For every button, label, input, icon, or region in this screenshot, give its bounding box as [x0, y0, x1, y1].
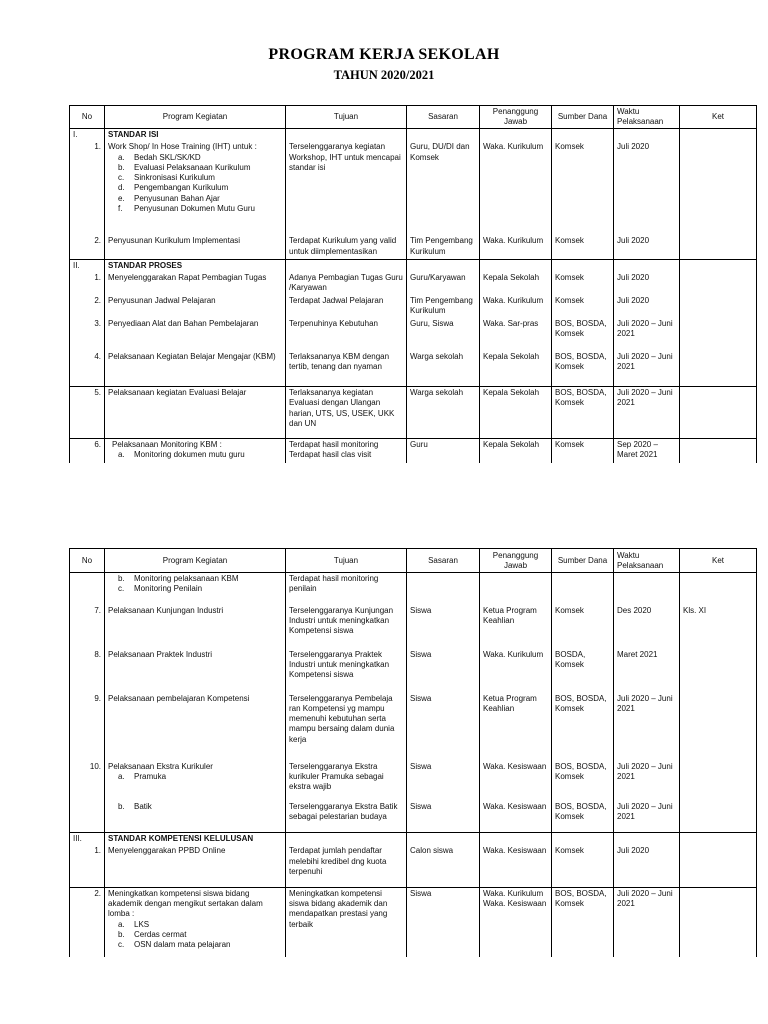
- row-number: 2.: [70, 887, 105, 957]
- row-number: 1.: [70, 272, 105, 295]
- page-title: PROGRAM KERJA SEKOLAH: [268, 46, 500, 63]
- sumber-cell: Komsek: [552, 235, 614, 259]
- sumber-cell: Komsek: [552, 272, 614, 295]
- ket-cell: [680, 761, 757, 801]
- sasaran-cell: Tim Pengembang Kurikulum: [407, 235, 480, 259]
- list-item: a. LKS: [118, 919, 150, 929]
- waktu-cell: Juli 2020 – Juni 2021: [614, 693, 680, 761]
- sumber-cell: BOSDA, Komsek: [552, 649, 614, 693]
- program-cell: Penyusunan Jadwal Pelajaran: [105, 295, 286, 318]
- waktu-cell: Juli 2020 – Juni 2021: [614, 887, 680, 957]
- table-row: [70, 351, 757, 387]
- sumber-cell: BOS, BOSDA, Komsek: [552, 761, 614, 801]
- row-number: 1.: [70, 845, 105, 887]
- program-cell: Menyelenggarakan PPBD Online: [105, 845, 286, 887]
- section-row: [70, 259, 757, 272]
- program-text: Pelaksanaan Monitoring KBM :: [112, 440, 222, 450]
- program-text: Meningkatkan kompetensi siswa bidang akademik dengan mengikut sertakan dalam lomba :: [108, 888, 263, 919]
- tujuan-cell: Terselenggaranya Ekstra kurikuler Pramuka sebagai ekstra wajib: [286, 761, 407, 801]
- section-label: STANDAR KOMPETENSI KELULUSAN: [105, 833, 286, 846]
- pj-cell: Waka. Kurikulum Waka. Kesiswaan: [480, 887, 552, 957]
- sumber-cell: Komsek: [552, 439, 614, 463]
- sumber-cell: BOS, BOSDA, Komsek: [552, 887, 614, 957]
- tujuan-cell: Terselenggaranya kegiatan Workshop, IHT untuk mencapai standar isi: [286, 141, 407, 235]
- tujuan-cell: Terlaksananya KBM dengan tertib, tenang dan nyaman: [286, 351, 407, 387]
- ket-cell: [680, 295, 757, 318]
- sasaran-cell: Siswa: [407, 761, 480, 801]
- tujuan-cell: Terdapat Jadwal Pelajaran: [286, 295, 407, 318]
- pj-cell: Ketua Program Keahlian: [480, 605, 552, 649]
- list-item: d. Pengembangan Kurikulum: [118, 183, 229, 193]
- header-sumber-dana: Sumber Dana: [552, 549, 614, 573]
- ket-cell: [680, 887, 757, 957]
- header-waktu: Waktu Pelaksanaan: [614, 549, 680, 573]
- tujuan-cell: Terselenggaranya Pembelaja ran Kompetensi yg mampu memenuhi kebutuhan serta mampu bersaing dalam dunia kerja: [286, 693, 407, 761]
- section-label: STANDAR PROSES: [105, 259, 286, 272]
- sasaran-cell: Warga sekolah: [407, 351, 480, 387]
- table-row: [70, 573, 757, 605]
- page-subtitle: TAHUN 2020/2021: [333, 68, 435, 82]
- tujuan-cell: Terpenuhinya Kebutuhan: [286, 318, 407, 351]
- row-number: 3.: [70, 318, 105, 351]
- list-item: c. OSN dalam mata pelajaran: [118, 940, 231, 950]
- table-header-row: [70, 549, 757, 573]
- header-penanggung-jawab: Penanggung Jawab: [480, 106, 552, 129]
- ket-cell: [680, 801, 757, 833]
- ket-cell: [680, 272, 757, 295]
- waktu-cell: Juli 2020: [614, 272, 680, 295]
- pj-cell: Kepala Sekolah: [480, 272, 552, 295]
- pj-cell: Ketua Program Keahlian: [480, 693, 552, 761]
- program-cell: [105, 141, 286, 235]
- table-row: [70, 801, 757, 833]
- waktu-cell: Juli 2020: [614, 295, 680, 318]
- row-number: 1.: [70, 141, 105, 235]
- header-program: Program Kegiatan: [105, 106, 286, 129]
- program-text: Pelaksanaan Ekstra Kurikuler: [108, 761, 213, 771]
- header-tujuan: Tujuan: [286, 549, 407, 573]
- tujuan-cell: Terlaksananya kegiatan Evaluasi dengan Ulangan harian, UTS, US, USEK, UKK dan UN: [286, 387, 407, 439]
- sasaran-cell: Tim Pengembang Kurikulum: [407, 295, 480, 318]
- table-row: [70, 318, 757, 351]
- sumber-cell: Komsek: [552, 605, 614, 649]
- ket-cell: Kls. XI: [680, 605, 757, 649]
- waktu-cell: Juli 2020 – Juni 2021: [614, 351, 680, 387]
- list-item: b. Monitoring pelaksanaan KBM: [118, 574, 239, 583]
- program-table-1: [69, 105, 757, 463]
- table-row: [70, 295, 757, 318]
- sumber-cell: BOS, BOSDA, Komsek: [552, 801, 614, 833]
- section-row: [70, 833, 757, 846]
- sasaran-cell: Siswa: [407, 887, 480, 957]
- ket-cell: [680, 235, 757, 259]
- table-row: [70, 887, 757, 957]
- program-cell: Penyediaan Alat dan Bahan Pembelajaran: [105, 318, 286, 351]
- row-number: 7.: [70, 605, 105, 649]
- tujuan-cell: Terdapat Kurikulum yang valid untuk diimplementasikan: [286, 235, 407, 259]
- table-row: [70, 761, 757, 801]
- header-penanggung-jawab: Penanggung Jawab: [480, 549, 552, 573]
- header-tujuan: Tujuan: [286, 106, 407, 129]
- sub-list: [108, 802, 282, 812]
- program-cell: Penyusunan Kurikulum Implementasi: [105, 235, 286, 259]
- list-item: a. Bedah SKL/SK/KD: [118, 152, 201, 162]
- row-number: 9.: [70, 693, 105, 761]
- row-number: 10.: [70, 761, 105, 801]
- tujuan-cell: Terdapat hasil monitoring penilain: [286, 573, 407, 605]
- waktu-cell: Juli 2020 – Juni 2021: [614, 318, 680, 351]
- list-item: a. Pramuka: [118, 771, 167, 781]
- sasaran-cell: Guru/Karyawan: [407, 272, 480, 295]
- header-waktu: Waktu Pelaksanaan: [614, 106, 680, 129]
- sumber-cell: Komsek: [552, 295, 614, 318]
- row-number: 6.: [70, 439, 105, 463]
- section-number: I.: [70, 129, 105, 142]
- ket-cell: [680, 439, 757, 463]
- section-label: STANDAR ISI: [105, 129, 286, 142]
- list-item: e. Penyusunan Bahan Ajar: [118, 193, 220, 203]
- header-ket: Ket: [680, 106, 757, 129]
- program-cell: [105, 439, 286, 463]
- program-cell: Pelaksanaan kegiatan Evaluasi Belajar: [105, 387, 286, 439]
- pj-cell: Waka. Kurikulum: [480, 295, 552, 318]
- sumber-cell: BOS, BOSDA, Komsek: [552, 351, 614, 387]
- header-sumber-dana: Sumber Dana: [552, 106, 614, 129]
- header-ket: Ket: [680, 549, 757, 573]
- table-row: [70, 693, 757, 761]
- program-table-2: [69, 548, 757, 957]
- sasaran-cell: Siswa: [407, 801, 480, 833]
- program-cell: [105, 573, 286, 605]
- ket-cell: [680, 387, 757, 439]
- list-item: a. Monitoring dokumen mutu guru: [118, 450, 245, 460]
- header-program: Program Kegiatan: [105, 549, 286, 573]
- sasaran-cell: Siswa: [407, 605, 480, 649]
- list-item: f. Penyusunan Dokumen Mutu Guru: [118, 204, 255, 214]
- ket-cell: [680, 649, 757, 693]
- table-row: [70, 272, 757, 295]
- header-no: No: [70, 106, 105, 129]
- pj-cell: Waka. Sar-pras: [480, 318, 552, 351]
- program-cell: Pelaksanaan pembelajaran Kompetensi: [105, 693, 286, 761]
- sumber-cell: BOS, BOSDA, Komsek: [552, 693, 614, 761]
- list-item: c. Monitoring Penilain: [118, 584, 203, 594]
- ket-cell: [680, 141, 757, 235]
- pj-cell: Kepala Sekolah: [480, 351, 552, 387]
- program-cell: Menyelenggarakan Rapat Pembagian Tugas: [105, 272, 286, 295]
- tujuan-cell: Terdapat jumlah pendaftar melebihi kredibel dng kuota terpenuhi: [286, 845, 407, 887]
- program-cell: [105, 761, 286, 801]
- waktu-cell: Juli 2020 – Juni 2021: [614, 801, 680, 833]
- row-number: 4.: [70, 351, 105, 387]
- table-row: [70, 845, 757, 887]
- section-number: III.: [70, 833, 105, 846]
- list-item: b. Evaluasi Pelaksanaan Kurikulum: [118, 162, 251, 172]
- waktu-cell: Juli 2020 – Juni 2021: [614, 761, 680, 801]
- sasaran-cell: Guru: [407, 439, 480, 463]
- sumber-cell: BOS, BOSDA, Komsek: [552, 387, 614, 439]
- waktu-cell: Juli 2020: [614, 141, 680, 235]
- sasaran-cell: Calon siswa: [407, 845, 480, 887]
- program-text: Work Shop/ In Hose Training (IHT) untuk :: [108, 142, 257, 152]
- sub-list: [108, 153, 282, 215]
- table-header-row: [70, 106, 757, 129]
- row-number: 2.: [70, 235, 105, 259]
- table-row: [70, 605, 757, 649]
- program-cell: Pelaksanaan Kunjungan Industri: [105, 605, 286, 649]
- pj-cell: Waka. Kesiswaan: [480, 845, 552, 887]
- ket-cell: [680, 351, 757, 387]
- header-sasaran: Sasaran: [407, 106, 480, 129]
- section-number: II.: [70, 259, 105, 272]
- waktu-cell: Juli 2020 – Juni 2021: [614, 387, 680, 439]
- sumber-cell: Komsek: [552, 141, 614, 235]
- tujuan-cell: Terselenggaranya Ekstra Batik sebagai pelestarian budaya: [286, 801, 407, 833]
- pj-cell: Waka. Kurikulum: [480, 649, 552, 693]
- tujuan-cell: Terselenggaranya Kunjungan Industri untuk meningkatkan Kompetensi siswa: [286, 605, 407, 649]
- sasaran-cell: Warga sekolah: [407, 387, 480, 439]
- pj-cell: Kepala Sekolah: [480, 439, 552, 463]
- sub-list: [108, 920, 282, 951]
- sasaran-cell: Siswa: [407, 693, 480, 761]
- program-cell: Pelaksanaan Praktek Industri: [105, 649, 286, 693]
- tujuan-cell: Terselenggaranya Praktek Industri untuk meningkatkan Kompetensi siswa: [286, 649, 407, 693]
- table-row: [70, 141, 757, 235]
- waktu-cell: Juli 2020: [614, 235, 680, 259]
- list-item: b. Cerdas cermat: [118, 929, 187, 939]
- sub-list: [108, 772, 282, 782]
- sub-list: [108, 574, 282, 595]
- sasaran-cell: Guru, Siswa: [407, 318, 480, 351]
- ket-cell: [680, 693, 757, 761]
- row-number: 2.: [70, 295, 105, 318]
- table-row: [70, 235, 757, 259]
- list-item: c. Sinkronisasi Kurikulum: [118, 173, 215, 183]
- waktu-cell: Juli 2020: [614, 845, 680, 887]
- waktu-cell: Sep 2020 – Maret 2021: [614, 439, 680, 463]
- table-row: [70, 387, 757, 439]
- sumber-cell: BOS, BOSDA, Komsek: [552, 318, 614, 351]
- header-sasaran: Sasaran: [407, 549, 480, 573]
- row-number: 8.: [70, 649, 105, 693]
- sub-list: [108, 450, 282, 460]
- pj-cell: Waka. Kurikulum: [480, 141, 552, 235]
- list-item: b. Batik: [118, 801, 152, 811]
- sasaran-cell: Guru, DU/DI dan Komsek: [407, 141, 480, 235]
- program-cell: Pelaksanaan Kegiatan Belajar Mengajar (KBM): [105, 351, 286, 387]
- pj-cell: Waka. Kurikulum: [480, 235, 552, 259]
- section-row: [70, 129, 757, 142]
- waktu-cell: Des 2020: [614, 605, 680, 649]
- ket-cell: [680, 318, 757, 351]
- program-cell: [105, 801, 286, 833]
- sasaran-cell: Siswa: [407, 649, 480, 693]
- pj-cell: Waka. Kesiswaan: [480, 761, 552, 801]
- tujuan-cell: Meningkatkan kompetensi siswa bidang akademik dan mendapatkan prestasi yang terbaik: [286, 887, 407, 957]
- waktu-cell: Maret 2021: [614, 649, 680, 693]
- ket-cell: [680, 845, 757, 887]
- program-cell: [105, 887, 286, 957]
- pj-cell: Kepala Sekolah: [480, 387, 552, 439]
- sumber-cell: Komsek: [552, 845, 614, 887]
- row-number: 5.: [70, 387, 105, 439]
- table-row: [70, 439, 757, 463]
- tujuan-cell: Adanya Pembagian Tugas Guru /Karyawan: [286, 272, 407, 295]
- tujuan-cell: Terdapat hasil monitoring Terdapat hasil clas visit: [286, 439, 407, 463]
- header-no: No: [70, 549, 105, 573]
- pj-cell: Waka. Kesiswaan: [480, 801, 552, 833]
- table-row: [70, 649, 757, 693]
